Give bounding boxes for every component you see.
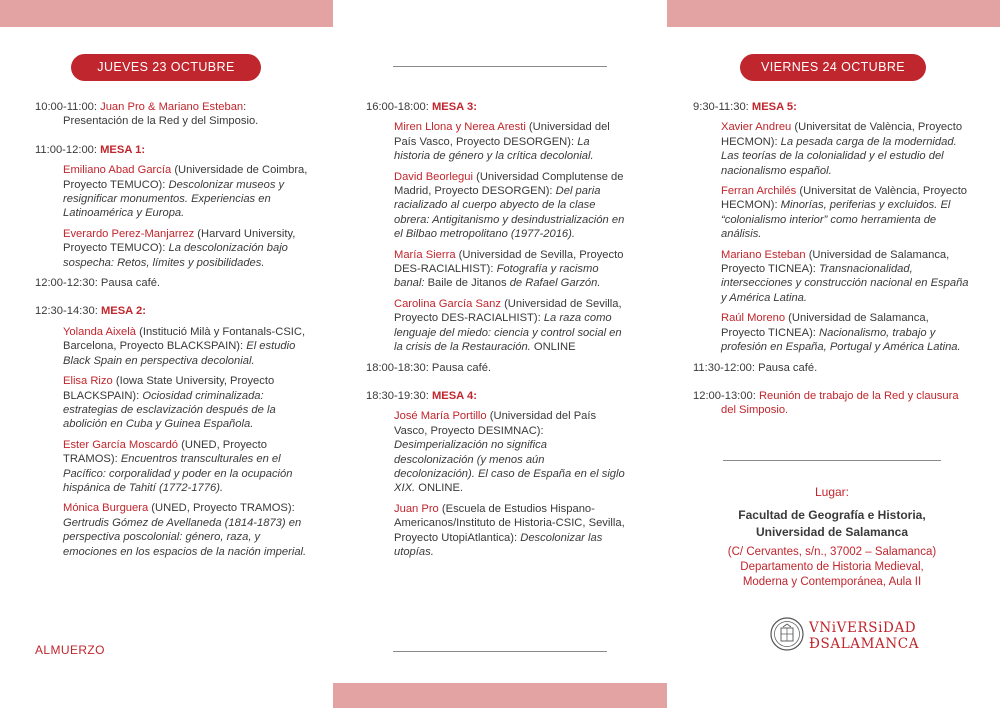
talk-title: Del paria racializado al cuerpo abyecto de la clase obrera: Antigitanismo y desindustrialización en el Bilbao metropolitano (1977-2016). [394, 185, 625, 241]
speaker-name: Juan Pro [394, 502, 439, 515]
talk-title: Gertrudis Gómez de Avellaneda (1814-1873) en perspectiva poscolonial: género, raza, y emociones en los espacios de la nación imperial. [63, 516, 307, 558]
venue-room: Moderna y Contemporánea, Aula II [742, 576, 922, 589]
venue-block [712, 485, 952, 590]
talk-item [721, 184, 973, 242]
speaker-name: Xavier Andreu [721, 121, 792, 134]
talk-title: Fotografía y racismo banal: [394, 263, 599, 290]
slot-desc: Presentación de la Red y del Simposio. [63, 115, 259, 128]
talk-title-end: de Rafael Garzón. [509, 277, 601, 290]
talk-title: El estudio Black Spain en perspectiva decolonial. [63, 340, 296, 367]
talk-title: Transnacionalidad, intersecciones y construcción nacional en España y América Latina. [721, 263, 969, 304]
speaker-name: Mónica Burguera [63, 502, 149, 515]
slot-time: 18:30-19:30: [366, 389, 429, 402]
speaker-affiliation: (Universidad Complutense de Madrid, Proyecto DESORGEN): [394, 170, 624, 198]
mesa-4-label: MESA 4 [431, 389, 474, 402]
online-tag: ONLINE. [415, 482, 464, 495]
talk-item [63, 438, 310, 496]
talk-title: Ociosidad criminalizada: estrategias de esclavización después de la abolición en Cuba y Guinea Española. [63, 389, 276, 431]
talk-item [63, 163, 310, 221]
speaker-affiliation: (Universidad del País Vasco, Proyecto DESORGEN): [394, 121, 610, 148]
talk-title: La pesada carga de la modernidad. Las teorías de la colonialidad y el estudio del nacionalismo español. [721, 135, 957, 177]
speaker-name: David Beorlegui [394, 170, 473, 183]
talk-item [394, 248, 628, 291]
slot-mesa2-header: 12:30-14:30: MESA 2: [35, 305, 146, 318]
slot-mesa1-header: 11:00-12:00: MESA 1: [35, 143, 146, 156]
talk-title: Descolonizar museos y resignificar monumentos. Experiencias en Latinoamérica y Europa. [63, 178, 285, 220]
talk-title: La raza como lenguaje del miedo: ciencia y control social en la crisis de la Restauración. [394, 312, 622, 354]
slot-mesa5-header: 9:30-11:30: MESA 5: [693, 101, 797, 113]
talk-title-roman: Baile de Jitanos [424, 277, 510, 290]
slot-time: 12:30-14:30: [35, 305, 98, 318]
talk-item [63, 501, 310, 559]
center-bottom-rule [393, 651, 607, 652]
wordmark-line1: VNiVERSiDAD [809, 620, 917, 637]
speaker-affiliation: (Harvard University, Proyecto TEMUCO): [63, 227, 296, 255]
slot-time: 12:00-13:00: [693, 389, 756, 402]
top-band-right [667, 0, 1000, 27]
speaker-name: Everardo Perez-Manjarrez [63, 227, 195, 240]
slot-time: 11:00-12:00: [35, 143, 97, 156]
slot-time: 9:30-11:30: [693, 101, 749, 113]
speaker-affiliation: (Universidade de Coimbra, Proyecto TEMUCO): [63, 164, 308, 191]
talk-item [394, 297, 628, 355]
slot-mesa4-header: 18:30-19:30: MESA 4: [366, 389, 477, 402]
speaker-affiliation: (Universidad de Salamanca, Proyecto TICNEA): [721, 248, 950, 276]
speaker-name: Ferran Archilés [721, 185, 797, 198]
talk-title: Encuentros transculturales en el Pacífico: corporalidad y poder en la ocupación hispánica de Tahití (1772-1776). [63, 453, 293, 494]
talk-title: Nacionalismo, trabajo y profesión en España, Portugal y América Latina. [721, 326, 961, 354]
speaker-affiliation: (Universidad de Salamanca, Proyecto TICNEA): [721, 312, 929, 339]
talk-item [394, 170, 628, 242]
slot-presentacion [35, 100, 310, 129]
talk-item [394, 120, 628, 163]
speaker-name: Yolanda Aixelà [63, 325, 136, 338]
column-thursday-afternoon [366, 100, 628, 565]
talk-item [63, 227, 310, 270]
slot-time: 16:00-18:00: [366, 101, 429, 113]
talk-item [721, 248, 973, 306]
bottom-band-center [333, 683, 667, 708]
talk-item [721, 120, 973, 178]
column-friday [693, 100, 973, 432]
speaker-name: Ester García Moscardó [63, 438, 179, 451]
slot-pausa: 11:30-12:00: Pausa café. [693, 361, 818, 374]
speaker-affiliation: (UNED, Proyecto TRAMOS): [148, 502, 295, 515]
slot-pausa: 18:00-18:30: Pausa café. [366, 361, 492, 374]
mesa-1-label: MESA 1 [100, 143, 142, 156]
speaker-affiliation: (Universidad de Sevilla, Proyecto DES-RACIALHIST): [394, 248, 624, 276]
speaker-affiliation: (Universidad de Sevilla, Proyecto DES-RACIALHIST): [394, 297, 622, 325]
speaker-name: Carolina García Sanz [394, 297, 501, 310]
speaker-affiliation: (UNED, Proyecto TRAMOS): [63, 438, 267, 466]
speaker-name: Elisa Rizo [63, 375, 113, 388]
talk-item [394, 502, 628, 560]
day-thursday-pill: JUEVES 23 OCTUBRE [71, 54, 261, 81]
slot-desc: Reunión de trabajo de la Red y clausura del Simposio. [721, 389, 959, 417]
day-friday-pill: VIERNES 24 OCTUBRE [740, 54, 926, 81]
talk-title: Desimperialización no significa descolonización (y menos aún decolonización). El caso de España en el siglo XIX. [394, 439, 625, 495]
speaker-affiliation: (Universitat de València, Proyecto HECMON): [721, 185, 968, 212]
university-wordmark [809, 620, 919, 652]
speaker-affiliation: (Iowa State University, Proyecto BLACKSPAIN): [63, 375, 275, 402]
slot-mesa3-header: 16:00-18:00: MESA 3: [366, 101, 477, 113]
talk-title: La descolonización bajo sospecha: Retos, límites y posibilidades. [63, 242, 288, 269]
venue-faculty: Facultad de Geografía e Historia, [738, 508, 926, 523]
speaker-affiliation: (Institució Milà y Fontanals-CSIC, Barcelona, Proyecto BLACKSPAIN): [63, 325, 306, 353]
speaker-name: Miren Llona y Nerea Aresti [394, 121, 526, 134]
speaker-name: Mariano Esteban [721, 248, 806, 261]
right-divider-rule [723, 460, 941, 461]
almuerzo-label: ALMUERZO [35, 643, 105, 657]
speaker-name: José María Portillo [394, 410, 487, 423]
university-logo [770, 617, 919, 655]
online-tag: ONLINE [530, 341, 576, 354]
colon: : [243, 101, 247, 113]
slot-pausa: 12:00-12:30: Pausa café. [35, 277, 161, 290]
slot-time: 10:00-11:00: [35, 101, 97, 113]
mesa-5-label: MESA 5 [751, 101, 794, 113]
center-top-rule [393, 66, 607, 67]
mesa-3-label: MESA 3 [431, 101, 474, 113]
talk-item [721, 311, 973, 354]
venue-label: Lugar: [814, 485, 850, 499]
mesa-2-label: MESA 2 [100, 305, 143, 318]
speaker-affiliation: (Universitat de València, Proyecto HECMON): [721, 121, 963, 148]
talk-title: Minorías, periferias y excluidos. El “colonialismo interior” como herramienta de análisis. [721, 199, 951, 241]
top-band-left [0, 0, 333, 27]
presenters: Juan Pro & Mariano Esteban [100, 101, 244, 113]
talk-item [394, 409, 628, 495]
talk-title: Descolonizar las utopías. [394, 531, 603, 558]
talk-title: La historia de género y la crítica decolonial. [394, 135, 594, 163]
venue-address: (C/ Cervantes, s/n., 37002 – Salamanca) [727, 546, 937, 559]
slot-reunion [693, 389, 973, 418]
speaker-name: Emiliano Abad García [63, 164, 172, 177]
column-thursday [35, 100, 310, 565]
speaker-name: María Sierra [394, 248, 456, 261]
venue-department: Departamento de Historia Medieval, [740, 561, 924, 574]
wordmark-line2: ÐSALAMANCA [809, 636, 920, 653]
speaker-name: Raúl Moreno [721, 312, 786, 325]
venue-university: Universidad de Salamanca [755, 525, 909, 540]
university-seal-icon [770, 617, 804, 655]
speaker-affiliation: (Escuela de Estudios Hispano-Americanos/Instituto de Historia-CSIC, Sevilla, Proyecto UtopiAtlantica): [394, 502, 625, 544]
speaker-affiliation: (Universidad del País Vasco, Proyecto DESIMNAC): [394, 410, 597, 437]
talk-item [63, 374, 310, 432]
talk-item [63, 325, 310, 368]
